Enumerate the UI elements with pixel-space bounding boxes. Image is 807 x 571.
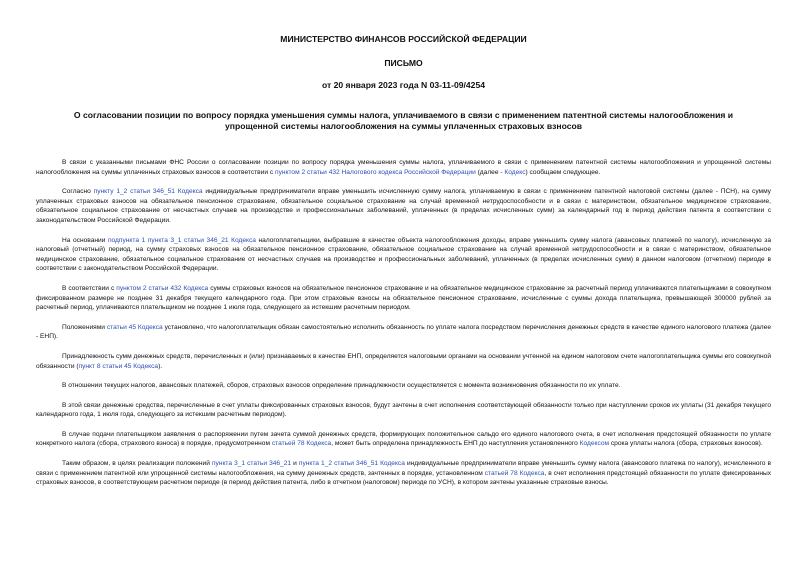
link-article-346-21-p3-1[interactable]: пункта 3_1 статьи 346_21 — [211, 460, 292, 468]
link-article-78-2[interactable]: статьей 78 Кодекса — [484, 469, 545, 477]
link-article-45-p8[interactable]: пункт 8 статьи 45 Кодекса — [78, 362, 159, 370]
paragraph-5: Положениями статьи 45 Кодекса установлено, что налогоплательщик обязан самостоятельно исполнить обязанность по уплате налога посредством перечисления денежных средств в качестве единого налогового платежа (далее - ЕНП). — [36, 323, 771, 341]
paragraph-6: Принадлежность сумм денежных средств, перечисленных и (или) признаваемых в качестве ЕНП, определяется налоговыми органами на основании учтенной на едином налоговом счете налогоплательщика суммы его совокупной обязанности (пункт 8 статьи 45 Кодекса). — [36, 352, 771, 370]
link-code-2[interactable]: Кодексом — [579, 440, 610, 448]
paragraph-10: Таким образом, в целях реализации положений пункта 3_1 статьи 346_21 и пункта 1_2 статьи 346_51 Кодекса индивидуальные предприниматели вправе уменьшить сумму налога (авансового платежа по налогу), исчисленного в связи с применением патентной или упрощенной системы налогообложения, на сумму денежных средств, зачтенных в порядке, установленном статьей 78 Кодекса, в счет исполнения предстоящей обязанности по уплате фиксированных страховых взносов, в соответствующем расчетном периоде (в период действия патента, либо в отчетном (налоговом) периоде по УСН), в котором зачтены указанные страховые взносы. — [36, 460, 772, 487]
paragraph-4: В соответствии с пунктом 2 статьи 432 Кодекса суммы страховых взносов на обязательное пенсионное страхование и на обязательное медицинское страхование за расчетный период уплачиваются плательщиками в совокупном фиксированном размере не позднее 31 декабря текущего календарного года. При этом страховые взносы на обязательное пенсионное страхование, исчисленные с суммы дохода плательщика, превышающей 300000 рублей за расчетный период, уплачиваются плательщиком не позднее 1 июля года, следующего за истекшим расчетным периодом. — [36, 284, 772, 312]
paragraph-3: На основании подпункта 1 пункта 3_1 статьи 346_21 Кодекса налогоплательщики, выбравшие в качестве объекта налогообложения доходы, вправе уменьшить сумму налога (авансовых платежей по налогу), исчисленную за налоговый (отчетный) период, на сумму страховых взносов на обязательное пенсионное страхование, обязательное социальное страхование на случай временной нетрудоспособности и в связи с материнством, обязательное медицинское страхование, обязательное социальное страхование от несчастных случаев на производстве и профессиональных заболеваний, уплаченных (в пределах исчисленных сумм) в данном налоговом (отчетном) периоде в соответствии с законодательством Российской Федерации. — [36, 236, 771, 273]
link-article-346-21[interactable]: подпункта 1 пункта 3_1 статьи 346_21 Кодекса — [107, 236, 256, 244]
document-type: ПИСЬМО — [384, 58, 423, 68]
ministry-heading: МИНИСТЕРСТВО ФИНАНСОВ РОССИЙСКОЙ ФЕДЕРАЦИИ — [280, 34, 527, 44]
document-subject: О согласовании позиции по вопросу порядка уменьшения суммы налога, уплачиваемого в связи с применением патентной системы налогообложения и упрощенной системы налогообложения на суммы уплаченных страховых взносов — [73, 110, 734, 131]
paragraph-2: Согласно пункту 1_2 статьи 346_51 Кодекса индивидуальные предприниматели вправе уменьшить исчисленную сумму налога, уплачиваемую в связи с применением патентной налоговой системы (далее - ПСН), на сумму уплаченных страховых взносов на обязательное пенсионное страхование, обязательное социальное страхование на случай временной нетрудоспособности и в связи с материнством, обязательное медицинское страхование, обязательное социальное страхование от несчастных случаев на производстве и профессиональных заболеваний, уплаченных (в пределах исчисленных сумм) за календарный год в период действия патента в соответствии с законодательством Российской Федерации. — [36, 188, 771, 224]
link-article-45[interactable]: статьи 45 Кодекса — [106, 323, 163, 331]
link-article-78[interactable]: статьей 78 Кодекса — [271, 440, 332, 448]
link-article-432[interactable]: пунктом 2 статьи 432 Кодекса — [116, 284, 209, 292]
link-article-346-51[interactable]: пункту 1_2 статьи 346_51 Кодекса — [93, 188, 203, 196]
paragraph-8: В этой связи денежные средства, перечисленные в счет уплаты фиксированных страховых взносов, будут зачтены в счет исполнения соответствующей обязанности только при наступлении сроков их уплаты (31 декабря текущего календарного года, 1 июля года, следующего за истекшим расчетным периодом). — [36, 401, 771, 419]
paragraph-7: В отношении текущих налогов, авансовых платежей, сборов, страховых взносов определение принадлежности осуществляется с момента возникновения обязанности по их уплате. — [62, 382, 621, 390]
paragraph-9: В случае подачи плательщиком заявления о распоряжении путем зачета суммой денежных средств, формирующих положительное сальдо его единого налогового счета, в счет исполнения предстоящей обязанности по уплате конкретного налога (сбора, страхового взноса) в порядке, предусмотренном статьей 78 Кодекса, может быть определена принадлежность ЕНП до наступления установленного Кодексом срока уплаты налога (сбора, страховых взносов). — [36, 430, 771, 448]
paragraph-1: В связи с указанными письмами ФНС России о согласовании позиции по вопросу порядка уменьшения суммы налога, уплачиваемого в связи с применением патентной системы налогообложения и упрощенной системы налогообложения на суммы уплаченных страховых взносов в соответствии с пунктом 2 статьи 432 Налогового кодекса Российской Федерации (далее - Кодекс) сообщаем следующее. — [36, 159, 771, 176]
document-date-number: от 20 января 2023 года N 03-11-09/4254 — [321, 80, 486, 90]
document-body — [36, 158, 771, 488]
link-code[interactable]: Кодекс — [504, 168, 526, 176]
link-article-346-51-p1-2[interactable]: пункта 1_2 статьи 346_51 Кодекса — [298, 460, 405, 468]
link-article-432-p2[interactable]: пунктом 2 статьи 432 Налогового кодекса Российской Федерации — [275, 168, 476, 176]
